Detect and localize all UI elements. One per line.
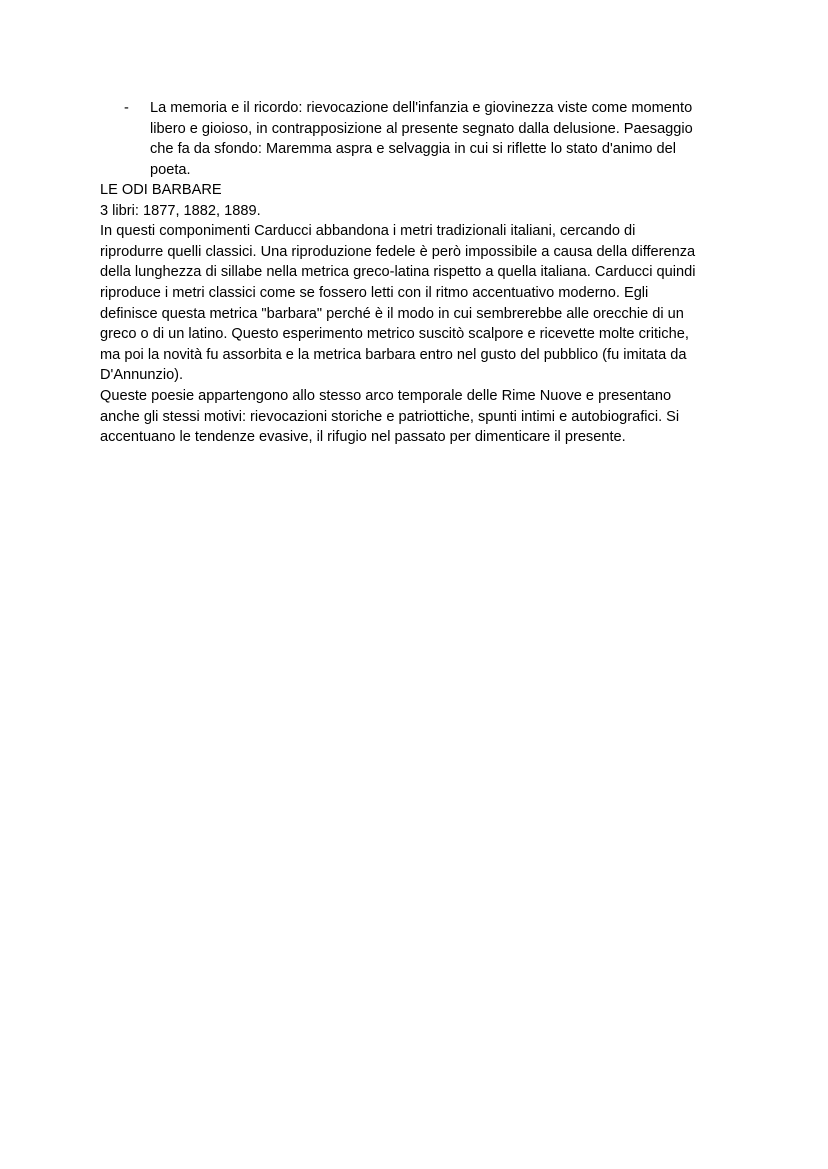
section-heading: LE ODI BARBARE (100, 182, 222, 198)
bullet-line: che fa da sfondo: Maremma aspra e selvaggia in cui si riflette lo stato d'animo del (150, 141, 677, 158)
paragraph-line: della lunghezza di sillabe nella metrica greco-latina rispetto a quella italiana. Carducci quindi (100, 264, 696, 281)
paragraph-line: definisce questa metrica "barbara" perché è il modo in cui sembrerebbe alle orecchie di un (100, 305, 684, 322)
paragraph-line: accentuano le tendenze evasive, il rifugio nel passato per dimenticare il presente. (100, 429, 626, 446)
paragraph-2 (100, 386, 740, 448)
paragraph-line: Queste poesie appartengono allo stesso arco temporale delle Rime Nuove e presentano (100, 387, 672, 404)
paragraph-line: greco o di un latino. Questo esperimento metrico suscitò scalpore e ricevette molte critiche, (100, 326, 689, 343)
list-item (124, 98, 730, 180)
paragraph-line: anche gli stessi motivi: rievocazioni storiche e patriottiche, spunti intimi e autobiografici. Si (100, 408, 680, 425)
bullet-list (124, 98, 730, 180)
bullet-dash: - (124, 100, 129, 116)
bullet-text (150, 98, 730, 180)
paragraph-line: In questi componimenti Carducci abbandona i metri tradizionali italiani, cercando di (100, 223, 636, 240)
paragraph-line: riprodurre quelli classici. Una riproduzione fedele è però impossibile a causa della differenza (100, 243, 696, 260)
books-line: 3 libri: 1877, 1882, 1889. (100, 202, 261, 219)
paragraph-line: D'Annunzio). (100, 367, 184, 384)
paragraph-1 (100, 221, 740, 386)
paragraph-line: ma poi la novità fu assorbita e la metrica barbara entro nel gusto del pubblico (fu imitata da (100, 346, 687, 363)
bullet-line: poeta. (150, 161, 191, 178)
bullet-line: libero e gioioso, in contrapposizione al presente segnato dalla delusione. Paesaggio (150, 120, 693, 137)
bullet-line: La memoria e il ricordo: rievocazione dell'infanzia e giovinezza viste come momento (150, 100, 693, 116)
paragraph-line: riproduce i metri classici come se fossero letti con il ritmo accentuativo moderno. Egli (100, 284, 649, 301)
body-block (100, 180, 740, 448)
